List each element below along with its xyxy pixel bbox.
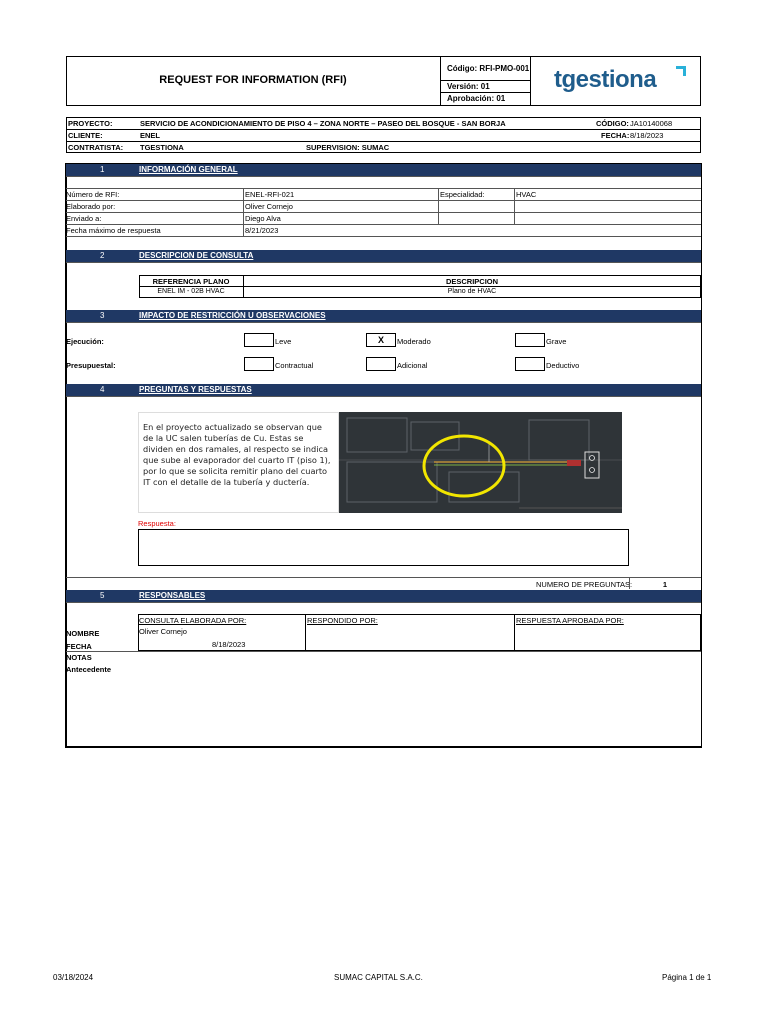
nombre-label: NOMBRE [66, 629, 100, 638]
header-version: Versión: 01 [447, 82, 490, 91]
enviado-value: Diego Alva [245, 214, 281, 223]
elaborado-value: Oliver Cornejo [245, 202, 293, 211]
codigo-value: JA10140068 [630, 119, 673, 128]
brand-name: tgestiona [554, 66, 657, 93]
enviado-label: Enviado a: [66, 214, 102, 223]
fecha-label: FECHA: [601, 131, 630, 140]
section-2-header: 2 DESCRIPCION DE CONSULTA [66, 250, 701, 262]
nombre-value: Oliver Cornejo [139, 627, 187, 636]
desc-value: Plano de HVAC [447, 288, 497, 295]
proyecto-value: SERVICIO DE ACONDICIONAMIENTO DE PISO 4 – ZONA NORTE – PASEO DEL BOSQUE - SAN BORJA [140, 119, 506, 128]
especialidad-value: HVAC [516, 190, 537, 199]
presupuestal-label: Presupuestal: [66, 361, 116, 370]
fecha-resp-label: FECHA [66, 642, 92, 651]
document-title: REQUEST FOR INFORMATION (RFI) [159, 74, 347, 86]
fecha-resp-value: 8/18/2023 [212, 640, 246, 649]
fecha-max-value: 8/21/2023 [245, 226, 279, 235]
section-2-title: DESCRIPCION DE CONSULTA [139, 251, 254, 260]
deductivo-label: Deductivo [546, 361, 580, 370]
col-respuesta-aprobada: RESPUESTA APROBADA POR: [516, 616, 624, 625]
brand-accent-icon [676, 66, 686, 76]
contratista-value: TGESTIONA [140, 143, 184, 152]
num-preguntas-label: NUMERO DE PREGUNTAS: [536, 580, 633, 589]
rfi-number-label: Número de RFI: [66, 190, 120, 199]
question-image [138, 412, 622, 513]
grave-checkbox[interactable] [515, 333, 545, 347]
section-1-header: 1 INFORMACIÓN GENERAL [66, 164, 701, 176]
section-3-title: IMPACTO DE RESTRICCIÓN U OBSERVACIONES [139, 311, 326, 320]
section-5-title: RESPONSABLES [139, 591, 206, 600]
grave-label: Grave [546, 337, 567, 346]
plan-drawing [339, 412, 622, 513]
leve-checkbox[interactable] [244, 333, 274, 347]
elaborado-label: Elaborado por: [66, 202, 116, 211]
fecha-value: 8/18/2023 [630, 131, 664, 140]
ref-value: ENEL IM - 02B HVAC [157, 288, 225, 295]
question-text: En el proyecto actualizado se observan que de la UC salen tuberías de Cu. Estas se dividen en dos ramales, al respecto se indica que sube al evaporador del cuarto IT (piso 1), por lo que se solicita remitir plano del cuarto IT con el detalle de la tubería y ductería. [143, 422, 331, 487]
section-5-header: 5 RESPONSABLES [66, 590, 701, 602]
cliente-value: ENEL [140, 131, 161, 140]
ejecucion-label: Ejecución: [66, 337, 104, 346]
section-4-title: PREGUNTAS Y RESPUESTAS [139, 385, 252, 394]
section-4-header: 4 PREGUNTAS Y RESPUESTAS [66, 384, 701, 396]
cliente-label: CLIENTE: [68, 131, 103, 140]
moderado-label: Moderado [397, 337, 431, 346]
num-preguntas-value: 1 [662, 580, 668, 589]
section-3-header: 3 IMPACTO DE RESTRICCIÓN U OBSERVACIONES [66, 310, 701, 322]
section-1-title: INFORMACIÓN GENERAL [139, 165, 238, 174]
deductivo-checkbox[interactable] [515, 357, 545, 371]
col-consulta-elaborada: CONSULTA ELABORADA POR: [139, 616, 247, 625]
footer-company: SUMAC CAPITAL S.A.C. [334, 973, 423, 982]
antecedente-label: Antecedente [66, 665, 112, 674]
notas-label: NOTAS [66, 653, 92, 662]
adicional-checkbox[interactable] [366, 357, 396, 371]
footer-date: 03/18/2024 [53, 973, 94, 982]
moderado-checkbox[interactable]: X [366, 333, 396, 347]
col-respondido: RESPONDIDO POR: [307, 616, 378, 625]
rfi-number-value: ENEL-RFI-021 [245, 190, 295, 199]
supervision: SUPERVISION: SUMAC [306, 143, 390, 152]
contractual-label: Contractual [275, 361, 314, 370]
col-descripcion: DESCRIPCION [445, 277, 499, 286]
fecha-max-label: Fecha máximo de respuesta [66, 226, 161, 235]
contractual-checkbox[interactable] [244, 357, 274, 371]
header-code: Código: RFI-PMO-001 [447, 64, 530, 73]
respuesta-field[interactable] [138, 529, 629, 566]
respuesta-label: Respuesta: [138, 519, 176, 528]
question-text-panel [138, 412, 339, 513]
especialidad-label: Especialidad: [440, 190, 485, 199]
contratista-label: CONTRATISTA: [68, 143, 124, 152]
brand-logo [554, 66, 656, 96]
adicional-label: Adicional [397, 361, 428, 370]
codigo-label: CÓDIGO: [596, 119, 629, 128]
header-approval: Aprobación: 01 [447, 94, 506, 103]
leve-label: Leve [275, 337, 292, 346]
col-referencia-plano: REFERENCIA PLANO [152, 277, 230, 286]
footer-page: Página 1 de 1 [662, 973, 712, 982]
proyecto-label: PROYECTO: [68, 119, 113, 128]
